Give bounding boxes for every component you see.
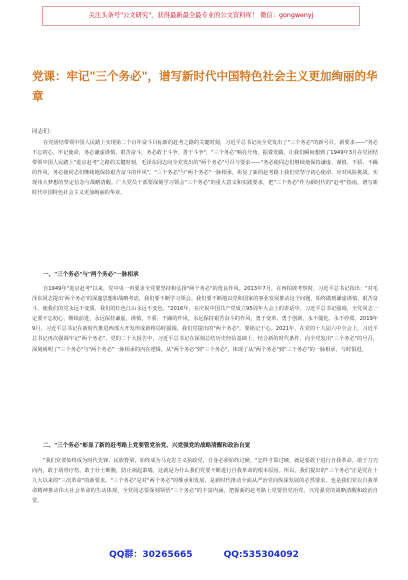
greeting: 同志们：	[32, 129, 55, 135]
document-title: 党课：牢记"三个务必"，谱写新时代中国特色社会主义更加绚丽的华章	[32, 69, 378, 103]
qq-group-text: QQ群：30265665	[109, 550, 193, 560]
promo-banner: 关注头条号"公文研究"，获得最新最全最专业的公文资料库！ 微信：gongwenyj	[42, 6, 360, 26]
qq-text: QQ:535304092	[223, 550, 299, 560]
section-1-paragraph: 自1949年"进京赶考"以来，党中央一再要求全党要坚持和弘扬"两个务必"的优良作风。2013年7月，在西柏坡考察时，习近平总书记指出："对毛泽东同志提出'两个务必'的深邃思想和战略考虑，我们要不断学习领会。我们要不断地以党和国家的事业发展推动这个问题，始终做到谦虚谨慎、艰苦奋斗，使我们的党永远不变质、我们的红色江山永远不变色。"2016年，在庆祝中国共产党成立95周年大会上的讲话中，习近平总书记强调，全党同志一定要不忘初心、继续前进，永远保持谦虚、谨慎、不骄、不躁的作风，永远保持艰苦奋斗的作风，勇于变革、勇于创新，永不僵化、永不停滞。2019年9月，习近平总书记在新时代推进西部大开发形成新格局时强调，我们党提出的"两个务必"，要铭记于心。2021年，在党的十九届六中全会上，习近平总书记再次强调牢记"两个务必"。党的二十大报告中，习近平总书记在深刻总结历史经验基础上，结合新的时代条件，向全党发出"三个务必"的号召，深刻阐明了"三个务必"与"两个务必"一脉相承的内在逻辑。从"两个务必"到"三个务必"，体现了从"两个务必"到"三个务必"的一脉相承，与时俱进。	[32, 286, 378, 353]
section-heading-2: 二、"三个务必"彰显了新的赶考路上党要管党治党、兴党强党的战略清醒和政治自觉	[43, 443, 251, 449]
contact-footer	[0, 547, 408, 560]
intro-paragraph: 在党团结带领中国人民踏上实现第二个百年奋斗目标新的赶考之路的关键时刻，习近平总书记向全党发出了"三个务必"的新号召。新要求——"务必不忘初心、牢记使命，务必谦虚谨慎、艰苦奋斗，务必敢于斗争、善于斗争"，"三个务必"响亮号角，振聋发聩，让我们瞬间想到了1949年3月在党团结带领中国人民踏上"进京赶考"之路的关键时刻，毛泽东同志向全党发出的"两个务必"号召与要求——"务必使同志们继续地保持谦虚、谨慎、不骄、不躁的作风，务必使同志们继续地保持艰苦奋斗的作风"。"三个务必"与"两个务必"一脉相承，彰显了新的赶考路上我们党坚守初心使命、应对风险挑战、实现伟大梦想的坚定信念与战略清醒。广大党员干部要深刻学习领会"三个务必"的重大意义和实践要求，把"三个务必"作为新时代的"赶考"指南，谱写新时代中国特色社会主义更加绚丽的华章。	[32, 140, 378, 197]
section-2-paragraph: "我们党要始终成为时代先锋、民族脊梁，始终成为马克思主义执政党，自身必须始终过硬。"怎样才算过硬，就是要敢于进行自我革命，敢于刀刃向内，敢于刮骨疗伤，敢于壮士断腕，防止祸起萧墙，这就是为什么我们党要不断进行自我革命的根本原因。所以，我们提出的"三个务必"正是党在十九大以来的"三次革命"的新要求。"三个务必"是对"两个务必"的继承和发展，是新时代推动全面从严治党向纵深发展的必然要求，也是我们党以自我革命精神推动伟大社会革命的生动体现，全党同志要深刻领悟"三个务必"的丰富内涵，把握新的赶考路上党要管党治党、兴党强党的战略清醒和政治自觉。	[32, 458, 378, 505]
section-heading-1: 一、"三个务必"与"两个务必"一脉相承	[43, 272, 139, 278]
